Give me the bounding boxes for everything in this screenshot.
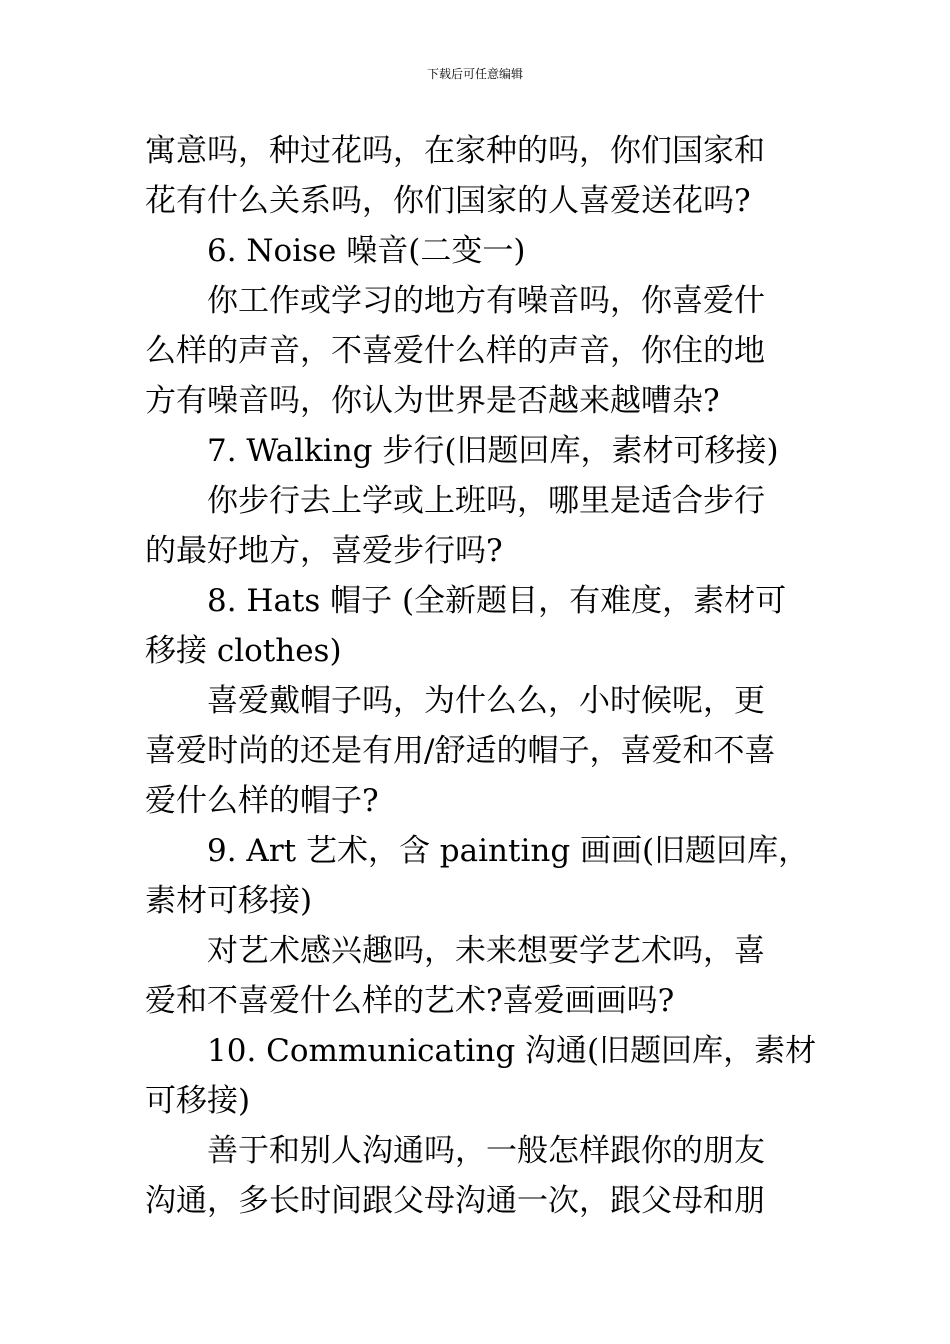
topic-heading: 7. Walking 步行(旧题回库，素材可移接) [207,433,779,469]
text-line: 花有什么关系吗，你们国家的人喜爱送花吗? [145,183,751,219]
text-line: 方有噪音吗，你认为世界是否越来越嘈杂? [145,383,720,419]
text-line: 可移接) [145,1083,251,1119]
text-line: 你步行去上学或上班吗，哪里是适合步行 [207,483,765,519]
text-line: 寓意吗，种过花吗，在家种的吗，你们国家和 [145,133,765,169]
topic-heading: 6. Noise 噪音(二变一) [207,233,526,269]
topic-heading: 9. Art 艺术，含 painting 画画(旧题回库， [207,833,810,869]
text-line: 爱和不喜爱什么样的艺术?喜爱画画吗? [145,983,675,1019]
text-line: 爱什么样的帽子? [145,783,379,819]
page-header: 下载后可任意编辑 [426,67,523,81]
text-line: 移接 clothes) [145,633,342,669]
text-line: 喜爱戴帽子吗，为什么么，小时候呢，更 [207,683,765,719]
document-body [145,126,825,1226]
text-line: 的最好地方，喜爱步行吗? [145,533,503,569]
text-line: 对艺术感兴趣吗，未来想要学艺术吗，喜 [207,933,765,969]
topic-heading: 10. Communicating 沟通(旧题回库，素材 [207,1033,817,1069]
text-line: 善于和别人沟通吗，一般怎样跟你的朋友 [207,1133,765,1169]
text-line: 沟通，多长时间跟父母沟通一次，跟父母和朋 [145,1183,765,1219]
text-line: 么样的声音，不喜爱什么样的声音，你住的地 [145,333,765,369]
topic-heading: 8. Hats 帽子 (全新题目，有难度，素材可 [207,583,787,619]
text-line: 喜爱时尚的还是有用/舒适的帽子，喜爱和不喜 [145,733,776,769]
text-line: 你工作或学习的地方有噪音吗，你喜爱什 [207,283,765,319]
text-line: 素材可移接) [145,883,313,919]
